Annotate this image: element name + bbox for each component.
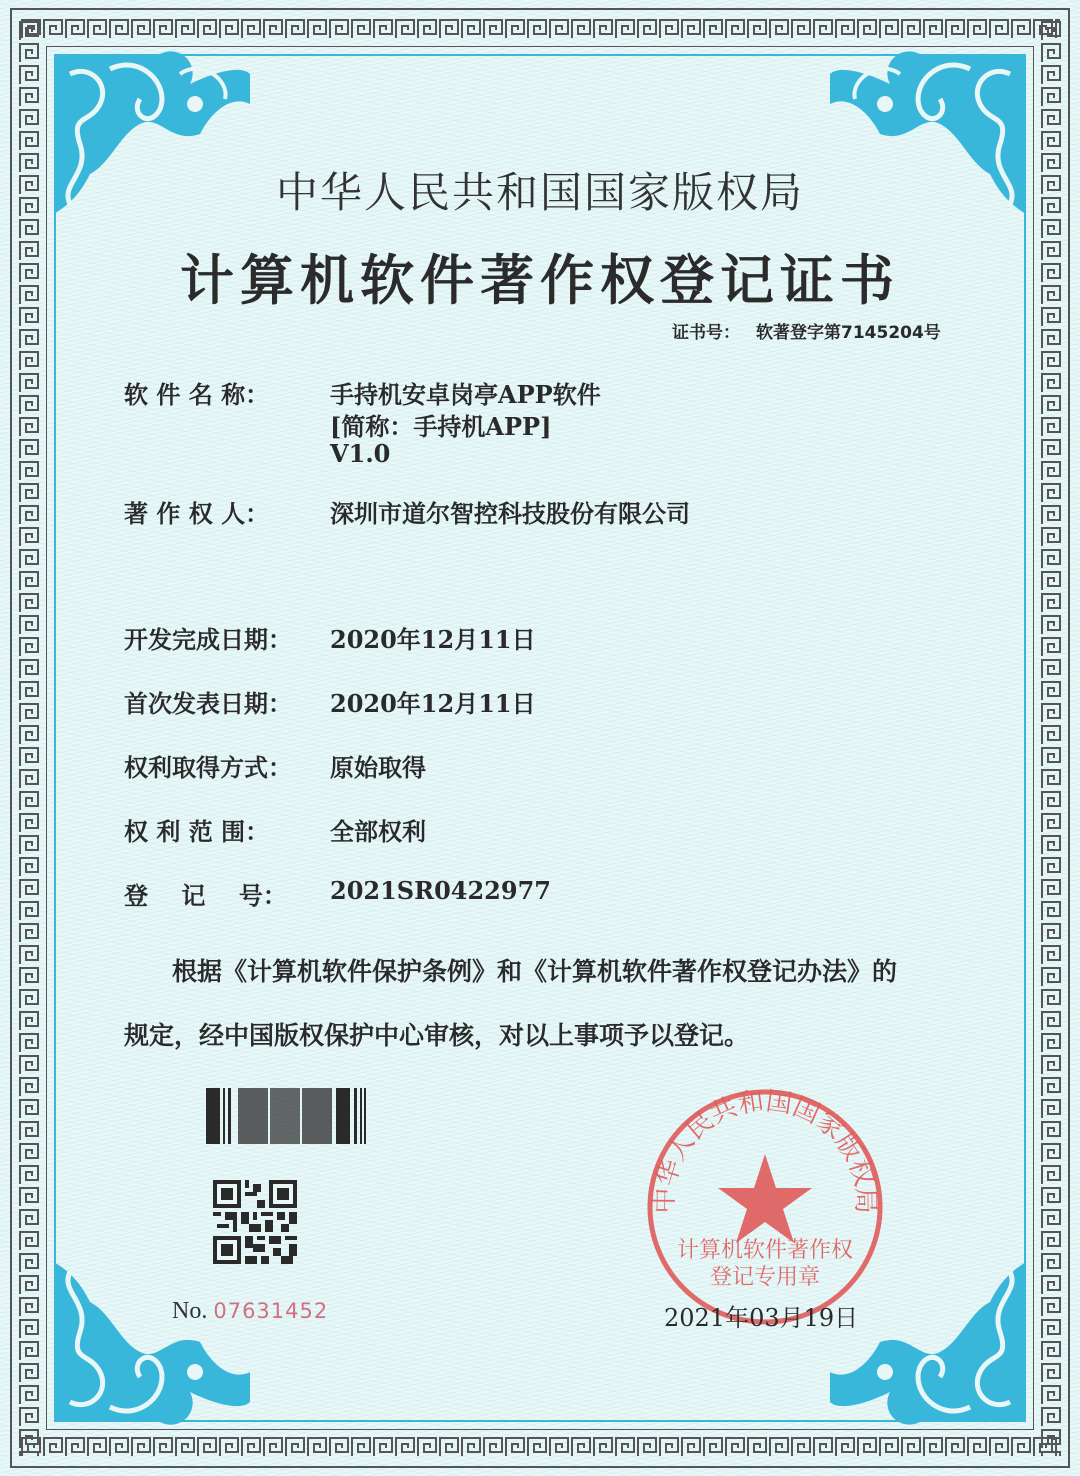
certificate-number-value: 软著登字第7145204号 (756, 323, 941, 343)
field-copyright-owner (124, 494, 690, 529)
issue-date: 2021年03月19日 (664, 1304, 859, 1332)
field-label: 软 件 名 称： (124, 381, 270, 409)
official-seal-icon (640, 1082, 890, 1332)
software-name-value: 手持机安卓岗亭APP软件 (330, 380, 601, 409)
seal-inner-line2: 登记专用章 (709, 1265, 821, 1290)
registration-no-value: 2021SR0422977 (330, 876, 551, 905)
software-short-name: [简称：手持机APP] (330, 412, 552, 441)
serial-number (172, 1298, 328, 1325)
qr-code-icon (213, 1180, 297, 1264)
certificate-number-label: 证书号： (672, 323, 740, 343)
seal-inner-line1: 计算机软件著作权 (676, 1238, 854, 1263)
rights-acquisition-value: 原始取得 (330, 753, 426, 782)
field-software-name (124, 375, 601, 468)
certificate-title: 计算机软件著作权登记证书 (180, 248, 900, 312)
field-label: 著 作 权 人： (124, 500, 270, 528)
field-rights-acquisition (124, 748, 426, 783)
greek-key-border-right (1040, 20, 1062, 1456)
field-label: 登 记 号： (124, 882, 287, 910)
field-dev-completion-date (124, 620, 536, 655)
first-publish-date-value: 2020年12月11日 (330, 689, 536, 718)
field-rights-scope (124, 812, 426, 847)
seal-outer-text: 中华人民共和国国家版权局 (649, 1086, 881, 1214)
field-label: 首次发表日期： (124, 690, 292, 718)
serial-number-value: 07631452 (213, 1299, 329, 1323)
statement-line-1: 根据《计算机软件保护条例》和《计算机软件著作权登记办法》的 (172, 957, 898, 986)
field-registration-no (124, 876, 551, 911)
greek-key-border-top (20, 18, 1060, 40)
greek-key-border-bottom (20, 1436, 1060, 1458)
statement-line-2: 规定，经中国版权保护中心审核，对以上事项予以登记。 (124, 1021, 750, 1050)
dev-completion-date-value: 2020年12月11日 (330, 625, 536, 654)
copyright-owner-value: 深圳市道尔智控科技股份有限公司 (330, 499, 690, 528)
field-label: 权 利 范 围： (124, 818, 270, 846)
field-label: 权利取得方式： (124, 754, 292, 782)
barcode-icon (206, 1088, 366, 1144)
field-label: 开发完成日期： (124, 626, 292, 654)
ornament-corner-icon (50, 1262, 250, 1432)
issuer-heading: 中华人民共和国国家版权局 (275, 168, 804, 217)
certificate-number (672, 318, 941, 343)
greek-key-border-left (18, 20, 40, 1456)
rights-scope-value: 全部权利 (330, 817, 426, 846)
serial-prefix: No. (172, 1298, 208, 1324)
software-version: V1.0 (330, 439, 391, 468)
field-first-publish-date (124, 684, 536, 719)
